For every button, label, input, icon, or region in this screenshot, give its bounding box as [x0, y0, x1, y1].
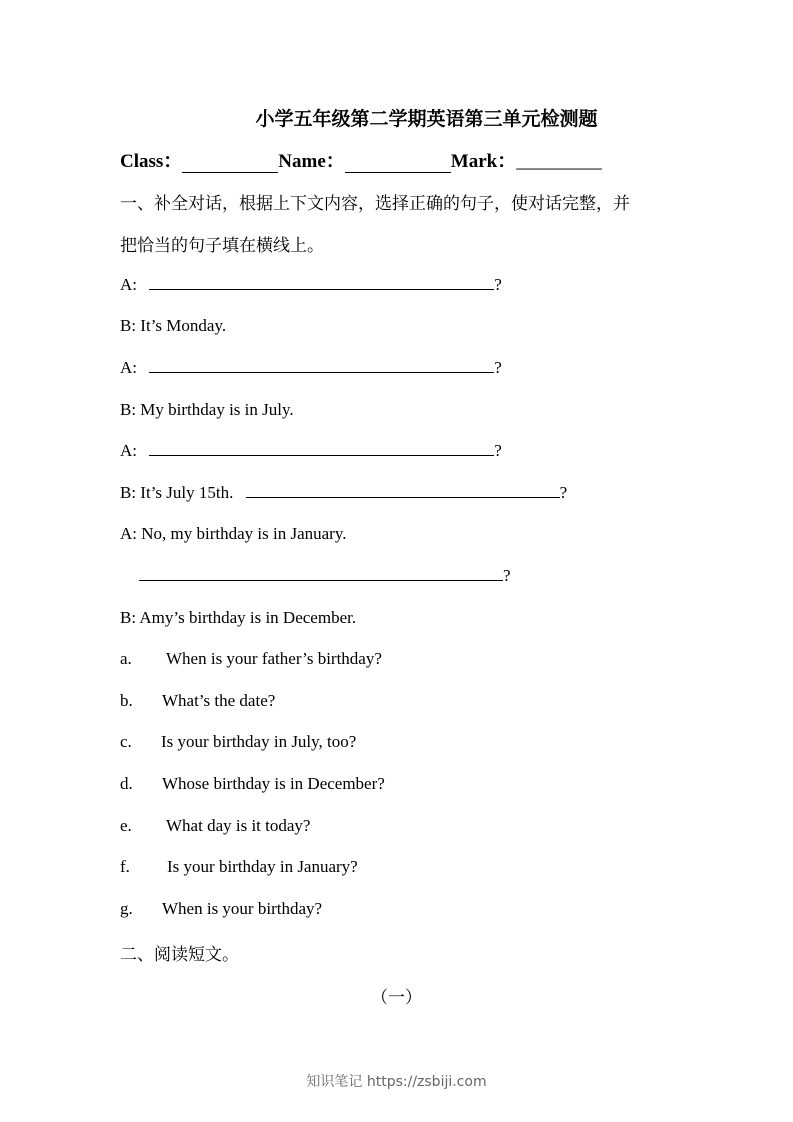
dialogue-line-a2: A: ?: [120, 358, 502, 377]
footer-watermark: 知识笔记 https://zsbiji.com: [306, 1074, 487, 1090]
section1-instruction-line1: 一、补全对话，根据上下文内容，选择正确的句子，使对话完整，并: [120, 194, 630, 214]
mark-blank[interactable]: _________: [516, 151, 602, 172]
class-label: Class：: [120, 151, 183, 172]
class-blank[interactable]: [182, 152, 278, 173]
dialogue-line-a3: A: ?: [120, 441, 502, 460]
answer-blank-b3[interactable]: [246, 496, 560, 498]
answer-blank-a3[interactable]: [149, 454, 494, 456]
dialogue-line-b3: B: It’s July 15th. ?: [120, 483, 568, 502]
answer-blank-a1[interactable]: [149, 288, 494, 290]
dialogue-line-b1: B: It’s Monday.: [120, 316, 227, 335]
dialogue-line-b4: B: Amy’s birthday is in December.: [120, 608, 357, 627]
option-item: f. Is your birthday in January?: [120, 857, 358, 876]
mark-label: Mark：: [450, 151, 517, 172]
dialogue-line-a1: A: ?: [120, 275, 502, 294]
section2-heading: 二、阅读短文。: [120, 945, 239, 965]
option-item: e. What day is it today?: [120, 816, 311, 835]
answer-blank-a4[interactable]: [139, 579, 503, 581]
dialogue-line-a4: A: No, my birthday is in January.: [120, 524, 347, 543]
name-label: Name：: [278, 151, 345, 172]
option-item: c. Is your birthday in July, too?: [120, 732, 357, 751]
dialogue-line-a4-question: ?: [139, 566, 511, 586]
student-info-header: [120, 146, 602, 173]
section2-subheading: （一）: [371, 988, 422, 1008]
option-item: b. What’s the date?: [120, 691, 276, 710]
option-item: d. Whose birthday is in December?: [120, 774, 385, 793]
section1-instruction-line2: 把恰当的句子填在横线上。: [120, 236, 324, 256]
answer-blank-a2[interactable]: [149, 371, 494, 373]
option-item: a. When is your father’s birthday?: [120, 649, 382, 668]
page-title: 小学五年级第二学期英语第三单元检测题: [255, 108, 598, 130]
dialogue-line-b2: B: My birthday is in July.: [120, 400, 294, 419]
option-item: g. When is your birthday?: [120, 899, 323, 918]
name-blank[interactable]: [345, 152, 451, 173]
